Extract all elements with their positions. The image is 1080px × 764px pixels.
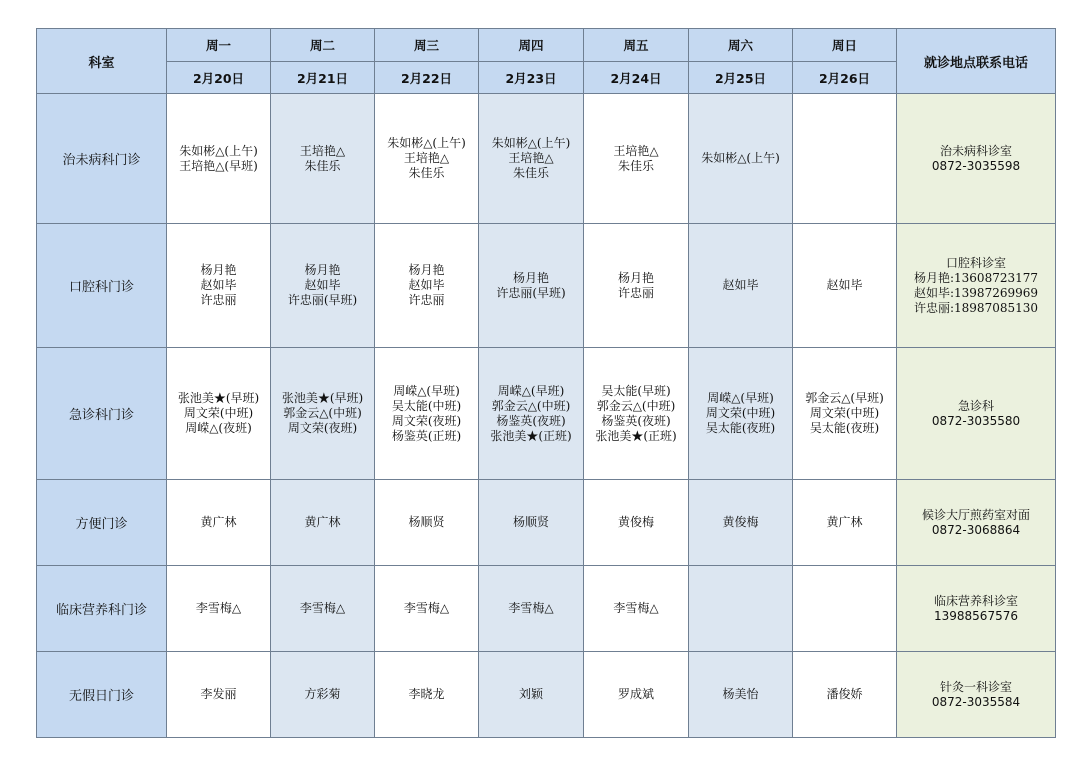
schedule-cell xyxy=(375,224,479,348)
staff-entry: 李发丽 xyxy=(200,687,237,701)
date-header: 2月20日 xyxy=(167,62,271,94)
staff-entry: 王培艳△ xyxy=(508,151,554,165)
contact-phone: 许忠丽:18987085130 xyxy=(913,300,1039,315)
schedule-cell xyxy=(793,652,897,738)
staff-entry: 方彩菊 xyxy=(304,687,341,701)
staff-entry: 黄广林 xyxy=(304,515,341,529)
staff-entry: 罗成斌 xyxy=(617,687,654,701)
contact-location: 急诊科 xyxy=(957,398,994,413)
schedule-cell xyxy=(375,566,479,652)
schedule-cell xyxy=(271,348,375,480)
staff-entry: 许忠丽 xyxy=(617,285,654,300)
staff-entry: 赵如毕 xyxy=(200,278,237,292)
date-header: 2月24日 xyxy=(584,62,689,94)
table-row xyxy=(37,94,1056,224)
schedule-cell xyxy=(375,94,479,224)
schedule-cell xyxy=(584,94,689,224)
staff-entry: 李雪梅△ xyxy=(403,601,450,615)
header-row-weekdays xyxy=(37,29,1056,62)
staff-entry: 李雪梅△ xyxy=(299,601,346,615)
staff-entry: 朱佳乐 xyxy=(408,166,445,180)
schedule-cell xyxy=(793,94,897,224)
staff-entry: 吴太能(中班) xyxy=(391,398,462,413)
schedule-cell xyxy=(479,480,584,566)
staff-entry: 李雪梅△ xyxy=(195,601,242,615)
contact-cell xyxy=(897,652,1056,738)
schedule-cell xyxy=(167,94,271,224)
staff-entry: 王培艳△ xyxy=(299,143,346,158)
schedule-cell xyxy=(271,480,375,566)
schedule-cell xyxy=(375,348,479,480)
staff-entry: 杨月艳 xyxy=(408,263,445,277)
staff-entry: 李雪梅△ xyxy=(613,601,659,615)
schedule-cell xyxy=(793,224,897,348)
staff-entry: 黄俊梅 xyxy=(617,515,654,529)
staff-entry: 周文荣(夜班) xyxy=(287,421,358,435)
staff-entry: 赵如毕 xyxy=(304,278,341,292)
schedule-cell xyxy=(167,566,271,652)
contact-location: 临床营养科诊室 xyxy=(933,593,1018,608)
schedule-cell xyxy=(793,566,897,652)
schedule-cell xyxy=(689,566,793,652)
schedule-cell xyxy=(479,224,584,348)
contact-location: 治未病科诊室 xyxy=(939,143,1012,158)
staff-entry: 杨顺贤 xyxy=(512,515,549,529)
staff-entry: 杨月艳 xyxy=(512,270,549,285)
staff-entry: 杨月艳 xyxy=(304,263,341,277)
staff-entry: 周文荣(中班) xyxy=(705,406,776,420)
weekday-header: 周六 xyxy=(689,29,793,62)
schedule-cell xyxy=(689,224,793,348)
staff-entry: 杨月艳 xyxy=(200,263,237,277)
staff-entry: 朱如彬△(上午) xyxy=(387,136,466,150)
weekday-header: 周二 xyxy=(271,29,375,62)
contact-phone: 0872-3035580 xyxy=(931,413,1021,428)
staff-entry: 张池美★(早班) xyxy=(177,391,260,405)
schedule-cell xyxy=(271,566,375,652)
staff-entry: 郭金云△(早班) xyxy=(805,391,884,405)
weekday-header: 周四 xyxy=(479,29,584,62)
staff-entry: 张池美★(正班) xyxy=(490,428,572,443)
schedule-cell xyxy=(167,480,271,566)
staff-entry: 王培艳△ xyxy=(403,151,450,165)
schedule-cell xyxy=(375,652,479,738)
staff-entry: 王培艳△(早班) xyxy=(179,158,258,173)
schedule-cell xyxy=(271,224,375,348)
schedule-cell xyxy=(271,94,375,224)
staff-entry: 周嵘△(夜班) xyxy=(185,421,252,435)
contact-cell xyxy=(897,224,1056,348)
schedule-cell xyxy=(689,480,793,566)
staff-entry: 吴太能(夜班) xyxy=(705,421,776,435)
schedule-cell xyxy=(167,652,271,738)
schedule-cell xyxy=(793,480,897,566)
staff-entry: 黄广林 xyxy=(200,515,237,529)
staff-entry: 杨顺贤 xyxy=(408,515,445,529)
staff-entry: 赵如毕 xyxy=(826,278,863,292)
schedule-cell xyxy=(793,348,897,480)
table-row xyxy=(37,480,1056,566)
table-row xyxy=(37,224,1056,348)
weekday-header: 周日 xyxy=(793,29,897,62)
schedule-cell xyxy=(689,348,793,480)
schedule-cell xyxy=(271,652,375,738)
staff-entry: 刘颖 xyxy=(518,687,543,701)
weekday-header: 周三 xyxy=(375,29,479,62)
schedule-cell xyxy=(689,94,793,224)
staff-entry: 郭金云△(中班) xyxy=(491,398,571,413)
staff-entry: 杨鉴英(夜班) xyxy=(601,413,671,428)
schedule-cell xyxy=(167,224,271,348)
contact-column-header: 就诊地点联系电话 xyxy=(897,29,1056,94)
staff-entry: 王培艳△ xyxy=(613,143,659,158)
staff-entry: 郭金云△(中班) xyxy=(283,406,362,420)
staff-entry: 朱佳乐 xyxy=(304,158,341,173)
staff-entry: 赵如毕 xyxy=(408,278,445,292)
contact-phone: 0872-3068864 xyxy=(931,522,1021,537)
contact-phone: 13988567576 xyxy=(934,608,1018,623)
dept-column-header: 科室 xyxy=(37,29,167,94)
staff-entry: 郭金云△(中班) xyxy=(596,398,676,413)
dept-name: 临床营养科门诊 xyxy=(37,566,167,652)
staff-entry: 周嵘△(早班) xyxy=(393,383,460,398)
staff-entry: 李雪梅△ xyxy=(508,601,554,615)
staff-entry: 许忠丽 xyxy=(408,293,445,307)
schedule-cell xyxy=(479,94,584,224)
weekday-header: 周五 xyxy=(584,29,689,62)
date-header: 2月22日 xyxy=(375,62,479,94)
schedule-cell xyxy=(479,348,584,480)
contact-location: 针灸一科诊室 xyxy=(939,679,1012,694)
staff-entry: 朱佳乐 xyxy=(512,166,549,180)
schedule-cell xyxy=(167,348,271,480)
contact-location: 口腔科诊室 xyxy=(945,255,1006,270)
schedule-cell xyxy=(375,480,479,566)
staff-entry: 周嵘△(早班) xyxy=(497,383,565,398)
weekday-header: 周一 xyxy=(167,29,271,62)
staff-entry: 张池美★(正班) xyxy=(595,428,677,443)
contact-phone: 赵如毕:13987269969 xyxy=(913,285,1039,300)
contact-cell xyxy=(897,348,1056,480)
duty-schedule-table xyxy=(36,28,1056,738)
staff-entry: 朱如彬△(上午) xyxy=(179,143,258,158)
schedule-cell xyxy=(584,348,689,480)
dept-name: 方便门诊 xyxy=(37,480,167,566)
date-header: 2月25日 xyxy=(689,62,793,94)
contact-phone: 0872-3035584 xyxy=(931,694,1021,709)
staff-entry: 周文荣(夜班) xyxy=(391,413,462,428)
schedule-cell xyxy=(479,652,584,738)
contact-cell xyxy=(897,94,1056,224)
date-header: 2月21日 xyxy=(271,62,375,94)
schedule-cell xyxy=(584,480,689,566)
staff-entry: 张池美★(早班) xyxy=(281,391,364,405)
table-row xyxy=(37,566,1056,652)
schedule-body xyxy=(37,94,1056,738)
dept-name: 无假日门诊 xyxy=(37,652,167,738)
staff-entry: 吴太能(早班) xyxy=(601,383,671,398)
staff-entry: 杨美怡 xyxy=(722,687,759,701)
date-header: 2月23日 xyxy=(479,62,584,94)
staff-entry: 杨月艳 xyxy=(617,270,654,285)
staff-entry: 周文荣(中班) xyxy=(183,406,254,420)
staff-entry: 黄广林 xyxy=(826,515,863,529)
table-row xyxy=(37,652,1056,738)
staff-entry: 许忠丽 xyxy=(200,293,237,307)
staff-entry: 杨鉴英(正班) xyxy=(391,428,462,443)
date-header: 2月26日 xyxy=(793,62,897,94)
staff-entry: 许忠丽(早班) xyxy=(287,293,358,307)
contact-cell xyxy=(897,480,1056,566)
schedule-cell xyxy=(584,652,689,738)
staff-entry: 赵如毕 xyxy=(722,278,759,292)
contact-phone: 杨月艳:13608723177 xyxy=(913,270,1039,285)
staff-entry: 吴太能(夜班) xyxy=(809,421,880,435)
staff-entry: 许忠丽(早班) xyxy=(496,285,566,300)
contact-cell xyxy=(897,566,1056,652)
contact-phone: 0872-3035598 xyxy=(931,158,1021,173)
dept-name: 口腔科门诊 xyxy=(37,224,167,348)
dept-name: 急诊科门诊 xyxy=(37,348,167,480)
staff-entry: 李晓龙 xyxy=(408,687,445,701)
staff-entry: 朱如彬△(上午) xyxy=(491,136,571,150)
contact-location: 候诊大厅煎药室对面 xyxy=(921,507,1030,522)
staff-entry: 周嵘△(早班) xyxy=(707,391,774,405)
schedule-cell xyxy=(479,566,584,652)
staff-entry: 杨鉴英(夜班) xyxy=(496,413,566,428)
schedule-cell xyxy=(689,652,793,738)
schedule-cell xyxy=(584,566,689,652)
staff-entry: 潘俊娇 xyxy=(826,687,863,701)
staff-entry: 黄俊梅 xyxy=(722,515,759,529)
table-row xyxy=(37,348,1056,480)
staff-entry: 周文荣(中班) xyxy=(809,406,880,420)
staff-entry: 朱如彬△(上午) xyxy=(701,151,780,165)
dept-name: 治未病科门诊 xyxy=(37,94,167,224)
schedule-cell xyxy=(584,224,689,348)
staff-entry: 朱佳乐 xyxy=(617,158,654,173)
